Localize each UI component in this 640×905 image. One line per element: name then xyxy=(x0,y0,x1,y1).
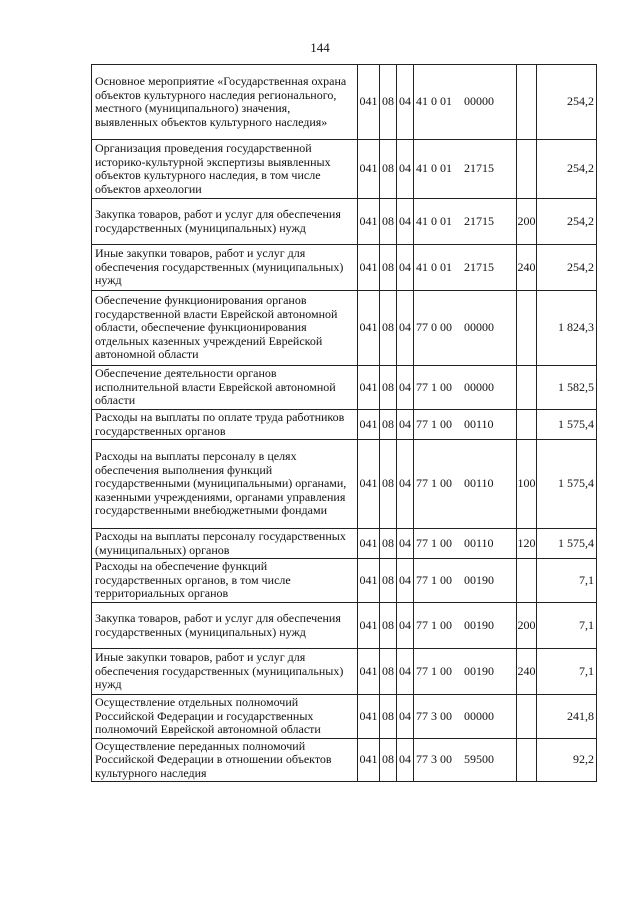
expense-type-cell: 200 xyxy=(517,199,537,245)
expense-name-cell: Расходы на выплаты по оплате труда работников государственных органов xyxy=(92,410,358,440)
subsection-code-cell: 04 xyxy=(397,199,414,245)
amount-cell: 1 824,3 xyxy=(537,291,597,366)
amount-cell: 1 575,4 xyxy=(537,410,597,440)
grbs-code-cell: 041 xyxy=(358,65,380,140)
table-row xyxy=(92,245,597,291)
direction-code: 21715 xyxy=(464,161,494,176)
subsection-code-cell: 04 xyxy=(397,739,414,782)
grbs-code-cell: 041 xyxy=(358,440,380,529)
target-article-cell xyxy=(414,199,517,245)
expense-type-cell: 120 xyxy=(517,529,537,559)
table-row xyxy=(92,65,597,140)
subsection-code-cell: 04 xyxy=(397,410,414,440)
target-article-cell xyxy=(414,739,517,782)
amount-cell: 1 575,4 xyxy=(537,529,597,559)
direction-code: 00000 xyxy=(464,94,494,109)
expense-type-cell xyxy=(517,291,537,366)
amount-cell: 7,1 xyxy=(537,649,597,695)
program-code: 41 0 01 xyxy=(416,94,452,109)
amount-cell: 254,2 xyxy=(537,65,597,140)
expense-type-cell: 240 xyxy=(517,649,537,695)
direction-code: 00110 xyxy=(464,416,494,431)
section-code-cell: 08 xyxy=(380,603,397,649)
expense-name-cell: Расходы на выплаты персоналу в целях обеспечения выполнения функций государственными (муниципальными) органами, казенными учреждениями, органами управления государственными внебюджетными фондами xyxy=(92,440,358,529)
grbs-code-cell: 041 xyxy=(358,199,380,245)
subsection-code-cell: 04 xyxy=(397,695,414,739)
expense-name-cell: Основное мероприятие «Государственная охрана объектов культурного наследия регионального, местного (муниципального) значения, выявленных объектов культурного наследия» xyxy=(92,65,358,140)
program-code: 77 1 00 xyxy=(416,416,452,431)
subsection-code-cell: 04 xyxy=(397,440,414,529)
section-code-cell: 08 xyxy=(380,559,397,603)
target-article-cell xyxy=(414,366,517,410)
table-row xyxy=(92,410,597,440)
grbs-code-cell: 041 xyxy=(358,366,380,410)
subsection-code-cell: 04 xyxy=(397,649,414,695)
expense-type-cell: 200 xyxy=(517,603,537,649)
direction-code: 59500 xyxy=(464,752,494,767)
section-code-cell: 08 xyxy=(380,65,397,140)
budget-table xyxy=(91,64,597,782)
subsection-code-cell: 04 xyxy=(397,65,414,140)
direction-code: 00190 xyxy=(464,572,494,587)
section-code-cell: 08 xyxy=(380,199,397,245)
amount-cell: 241,8 xyxy=(537,695,597,739)
expense-name-cell: Иные закупки товаров, работ и услуг для обеспечения государственных (муниципальных) нужд xyxy=(92,245,358,291)
program-code: 41 0 01 xyxy=(416,161,452,176)
target-article-cell xyxy=(414,559,517,603)
subsection-code-cell: 04 xyxy=(397,366,414,410)
direction-code: 00190 xyxy=(464,663,494,678)
section-code-cell: 08 xyxy=(380,440,397,529)
amount-cell: 254,2 xyxy=(537,140,597,199)
section-code-cell: 08 xyxy=(380,695,397,739)
amount-cell: 254,2 xyxy=(537,245,597,291)
grbs-code-cell: 041 xyxy=(358,140,380,199)
target-article-cell xyxy=(414,529,517,559)
amount-cell: 1 575,4 xyxy=(537,440,597,529)
expense-type-cell: 240 xyxy=(517,245,537,291)
expense-type-cell xyxy=(517,559,537,603)
expense-name-cell: Обеспечение функционирования органов государственной власти Еврейской автономной области, обеспечение функционирования отдельных казенных учреждений Еврейской автономной области xyxy=(92,291,358,366)
table-row xyxy=(92,366,597,410)
section-code-cell: 08 xyxy=(380,529,397,559)
direction-code: 00000 xyxy=(464,320,494,335)
target-article-cell xyxy=(414,65,517,140)
expense-type-cell xyxy=(517,739,537,782)
section-code-cell: 08 xyxy=(380,140,397,199)
grbs-code-cell: 041 xyxy=(358,410,380,440)
amount-cell: 1 582,5 xyxy=(537,366,597,410)
program-code: 77 3 00 xyxy=(416,708,452,723)
table-row xyxy=(92,603,597,649)
amount-cell: 254,2 xyxy=(537,199,597,245)
direction-code: 00000 xyxy=(464,379,494,394)
target-article-cell xyxy=(414,695,517,739)
expense-name-cell: Обеспечение деятельности органов исполнительной власти Еврейской автономной области xyxy=(92,366,358,410)
table-row xyxy=(92,140,597,199)
direction-code: 00110 xyxy=(464,476,494,491)
amount-cell: 7,1 xyxy=(537,603,597,649)
direction-code: 00110 xyxy=(464,535,494,550)
direction-code: 00190 xyxy=(464,617,494,632)
section-code-cell: 08 xyxy=(380,649,397,695)
program-code: 41 0 01 xyxy=(416,213,452,228)
target-article-cell xyxy=(414,245,517,291)
table-row xyxy=(92,695,597,739)
target-article-cell xyxy=(414,603,517,649)
program-code: 77 1 00 xyxy=(416,379,452,394)
expense-name-cell: Осуществление отдельных полномочий Российской Федерации и государственных полномочий Еврейской автономной области xyxy=(92,695,358,739)
program-code: 77 1 00 xyxy=(416,663,452,678)
target-article-cell xyxy=(414,649,517,695)
grbs-code-cell: 041 xyxy=(358,739,380,782)
expense-name-cell: Закупка товаров, работ и услуг для обеспечения государственных (муниципальных) нужд xyxy=(92,199,358,245)
program-code: 77 3 00 xyxy=(416,752,452,767)
expense-type-cell: 100 xyxy=(517,440,537,529)
grbs-code-cell: 041 xyxy=(358,695,380,739)
program-code: 41 0 01 xyxy=(416,259,452,274)
expense-name-cell: Расходы на обеспечение функций государственных органов, в том числе территориальных органов xyxy=(92,559,358,603)
expense-type-cell xyxy=(517,695,537,739)
section-code-cell: 08 xyxy=(380,245,397,291)
grbs-code-cell: 041 xyxy=(358,603,380,649)
program-code: 77 0 00 xyxy=(416,320,452,335)
target-article-cell xyxy=(414,140,517,199)
target-article-cell xyxy=(414,410,517,440)
subsection-code-cell: 04 xyxy=(397,291,414,366)
direction-code: 21715 xyxy=(464,213,494,228)
table-row xyxy=(92,559,597,603)
grbs-code-cell: 041 xyxy=(358,559,380,603)
subsection-code-cell: 04 xyxy=(397,559,414,603)
amount-cell: 92,2 xyxy=(537,739,597,782)
grbs-code-cell: 041 xyxy=(358,529,380,559)
program-code: 77 1 00 xyxy=(416,535,452,550)
table-row xyxy=(92,739,597,782)
grbs-code-cell: 041 xyxy=(358,245,380,291)
section-code-cell: 08 xyxy=(380,739,397,782)
expense-name-cell: Закупка товаров, работ и услуг для обеспечения государственных (муниципальных) нужд xyxy=(92,603,358,649)
expense-type-cell xyxy=(517,410,537,440)
expense-name-cell: Расходы на выплаты персоналу государственных (муниципальных) органов xyxy=(92,529,358,559)
subsection-code-cell: 04 xyxy=(397,140,414,199)
target-article-cell xyxy=(414,291,517,366)
expense-name-cell: Организация проведения государственной историко-культурной экспертизы выявленных объектов культурного наследия, в том числе объектов археологии xyxy=(92,140,358,199)
section-code-cell: 08 xyxy=(380,410,397,440)
subsection-code-cell: 04 xyxy=(397,603,414,649)
amount-cell: 7,1 xyxy=(537,559,597,603)
expense-type-cell xyxy=(517,366,537,410)
direction-code: 21715 xyxy=(464,259,494,274)
table-row xyxy=(92,529,597,559)
program-code: 77 1 00 xyxy=(416,572,452,587)
direction-code: 00000 xyxy=(464,708,494,723)
section-code-cell: 08 xyxy=(380,366,397,410)
table-row xyxy=(92,440,597,529)
table-row xyxy=(92,291,597,366)
expense-type-cell xyxy=(517,65,537,140)
page-number: 144 xyxy=(310,40,330,55)
expense-name-cell: Иные закупки товаров, работ и услуг для обеспечения государственных (муниципальных) нужд xyxy=(92,649,358,695)
grbs-code-cell: 041 xyxy=(358,649,380,695)
target-article-cell xyxy=(414,440,517,529)
section-code-cell: 08 xyxy=(380,291,397,366)
expense-type-cell xyxy=(517,140,537,199)
table-row xyxy=(92,649,597,695)
program-code: 77 1 00 xyxy=(416,617,452,632)
subsection-code-cell: 04 xyxy=(397,529,414,559)
subsection-code-cell: 04 xyxy=(397,245,414,291)
program-code: 77 1 00 xyxy=(416,476,452,491)
table-row xyxy=(92,199,597,245)
expense-name-cell: Осуществление переданных полномочий Российской Федерации в отношении объектов культурного наследия xyxy=(92,739,358,782)
grbs-code-cell: 041 xyxy=(358,291,380,366)
